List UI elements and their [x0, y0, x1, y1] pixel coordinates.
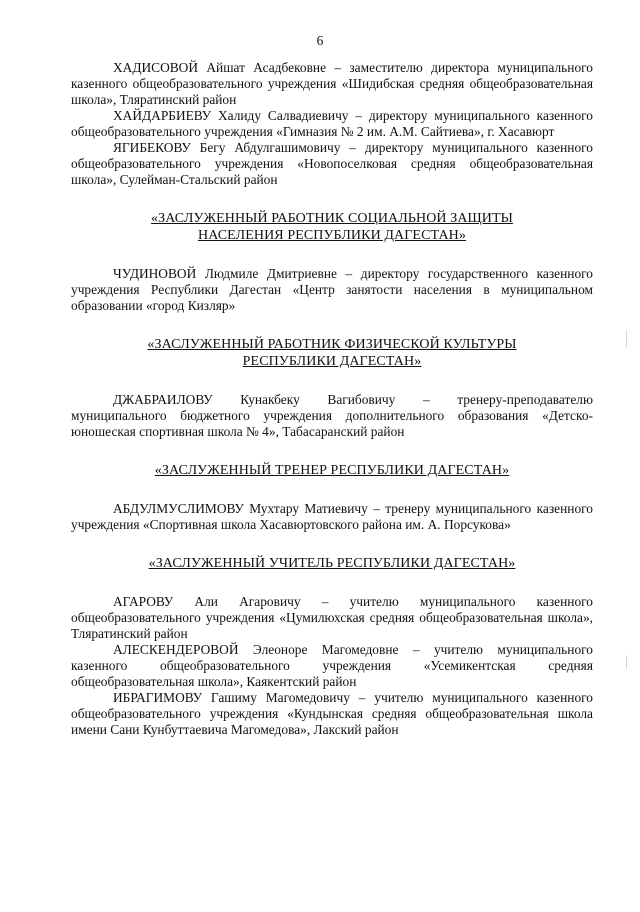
award-section-teacher — [71, 555, 593, 738]
section-heading: «ЗАСЛУЖЕННЫЙ РАБОТНИК ФИЗИЧЕСКОЙ КУЛЬТУРЫ — [147, 337, 517, 352]
document-body — [71, 60, 593, 738]
award-entry: ХАДИСОВОЙ Айшат Асадбековне – заместителю директора муниципального казенного общеобразовательного учреждения «Шидибская средняя общеобразовательная школа», Тляратинский район — [71, 60, 593, 107]
award-entry: ХАЙДАРБИЕВУ Халиду Салвадиевичу – директору муниципального казенного общеобразовательного учреждения «Гимназия № 2 им. А.М. Сайтиева», г. Хасавюрт — [71, 108, 593, 139]
section-heading: «ЗАСЛУЖЕННЫЙ РАБОТНИК СОЦИАЛЬНОЙ ЗАЩИТЫ — [151, 211, 513, 226]
award-section-continuation — [71, 60, 593, 188]
page-number: 6 — [316, 33, 324, 48]
award-entry: ЧУДИНОВОЙ Людмиле Дмитриевне – директору государственного казенного учреждения Республики Дагестан «Центр занятости населения в муниципальном образовании «город Кизляр» — [71, 266, 593, 313]
award-entry: АЛЕСКЕНДЕРОВОЙ Элеоноре Магомедовне – учителю муниципального казенного общеобразовательного учреждения «Усемикентская средняя общеобразовательная школа», Каякентский район — [71, 642, 593, 689]
section-heading: «ЗАСЛУЖЕННЫЙ ТРЕНЕР РЕСПУБЛИКИ ДАГЕСТАН» — [154, 463, 510, 478]
section-heading: НАСЕЛЕНИЯ РЕСПУБЛИКИ ДАГЕСТАН» — [198, 228, 466, 243]
scan-edge-mark — [626, 655, 627, 669]
section-heading: «ЗАСЛУЖЕННЫЙ УЧИТЕЛЬ РЕСПУБЛИКИ ДАГЕСТАН» — [148, 556, 516, 571]
award-entry: ЯГИБЕКОВУ Бегу Абдулгашимовичу – директору муниципального казенного общеобразовательного учреждения «Новопоселковая средняя общеобразовательная школа», Сулейман-Стальский район — [71, 140, 593, 187]
award-entry: ДЖАБРАИЛОВУ Кунакбеку Вагибовичу – тренеру-преподавателю муниципального бюджетного учреждения дополнительного образования «Детско-юношеская спортивная школа № 4», Табасаранский район — [71, 392, 593, 439]
award-entry: ИБРАГИМОВУ Гашиму Магомедовичу – учителю муниципального казенного общеобразовательного учреждения «Кундынская средняя общеобразовательная школа имени Сани Кунбуттаевича Магомедова», Лакский район — [71, 690, 593, 737]
section-heading: РЕСПУБЛИКИ ДАГЕСТАН» — [242, 354, 422, 369]
award-section-physical-culture — [71, 336, 593, 440]
award-entry: АГАРОВУ Али Агаровичу – учителю муниципального казенного общеобразовательного учреждения «Цумилюхская средняя общеобразовательная школа», Тляратинский район — [71, 594, 593, 641]
award-entry: АБДУЛМУСЛИМОВУ Мухтару Матиевичу – тренеру муниципального казенного учреждения «Спортивная школа Хасавюртовского района им. А. Порсукова» — [71, 501, 593, 532]
scan-edge-mark — [626, 330, 627, 348]
award-section-coach — [71, 462, 593, 533]
award-section-social-protection — [71, 210, 593, 314]
